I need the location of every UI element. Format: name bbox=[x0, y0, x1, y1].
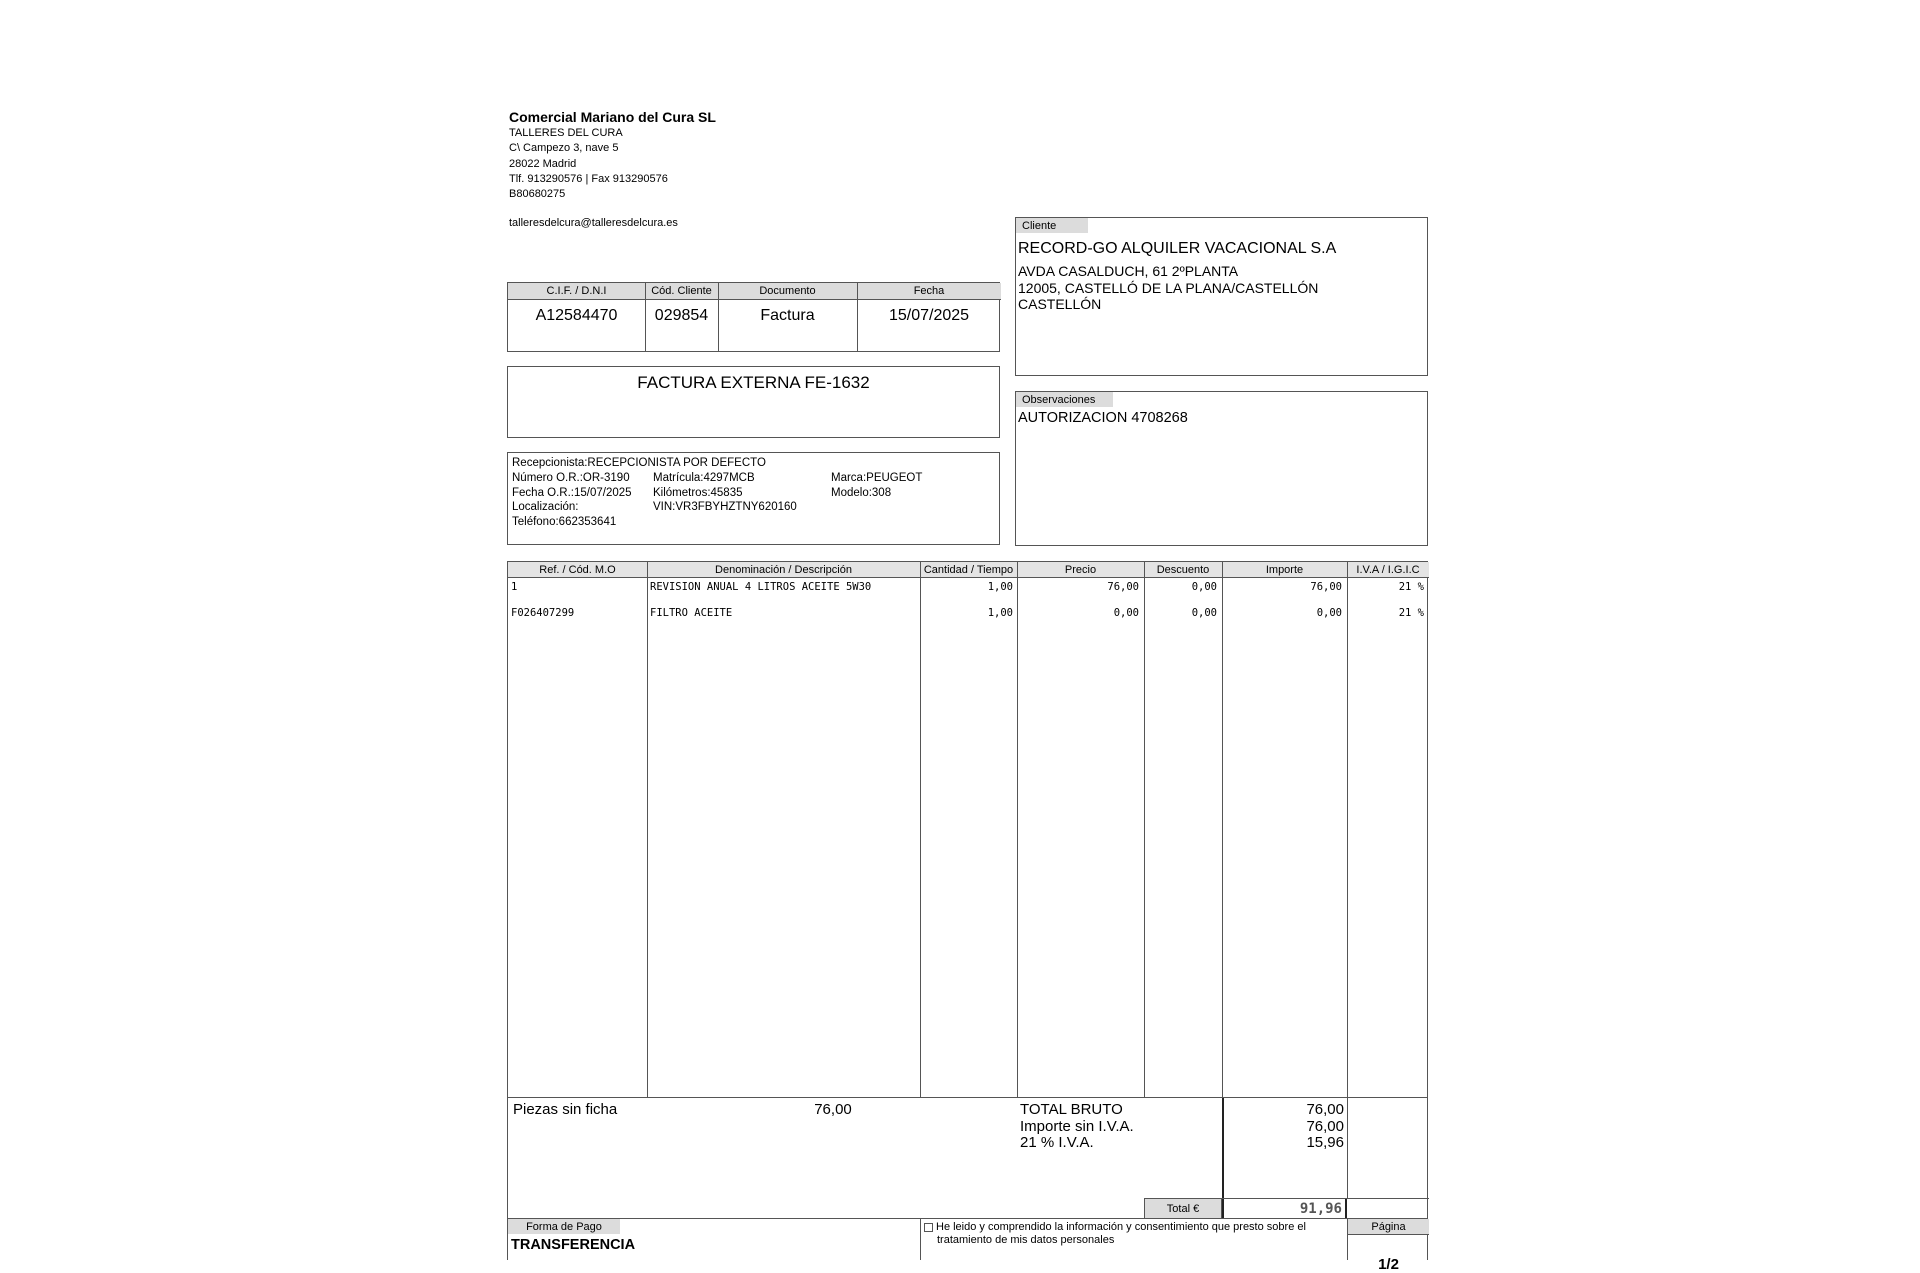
divider bbox=[647, 562, 648, 1098]
observations-text: AUTORIZACION 4708268 bbox=[1018, 410, 1188, 426]
document-value: Factura bbox=[760, 307, 815, 324]
table-row-discount: 0,00 bbox=[1191, 581, 1217, 593]
payment-value: TRANSFERENCIA bbox=[511, 1237, 636, 1253]
date-value: 15/07/2025 bbox=[888, 307, 970, 324]
totals-box bbox=[507, 1097, 1428, 1219]
table-row-amount: 76,00 bbox=[1310, 581, 1342, 593]
consent-checkbox[interactable] bbox=[924, 1223, 933, 1232]
table-row-price: 76,00 bbox=[1107, 581, 1139, 593]
order-number: Número O.R.:OR-3190 bbox=[512, 471, 630, 484]
vin: VIN:VR3FBYHZTNY620160 bbox=[653, 501, 797, 514]
table-row-amount: 0,00 bbox=[1316, 607, 1342, 619]
total-bar bbox=[1144, 1198, 1429, 1220]
model: Modelo:308 bbox=[831, 486, 892, 499]
header-discount: Descuento bbox=[1144, 562, 1222, 578]
table-row-desc: FILTRO ACEITE bbox=[650, 607, 733, 619]
client-address-1: AVDA CASALDUCH, 61 2ºPLANTA bbox=[1018, 263, 1239, 279]
header-quantity: Cantidad / Tiempo bbox=[920, 562, 1017, 578]
footer-box bbox=[507, 1218, 1428, 1273]
invoice-title-box bbox=[507, 366, 1000, 438]
page-number: 1/2 bbox=[1378, 1256, 1399, 1273]
document-info-table bbox=[507, 282, 1000, 352]
client-code-value: 029854 bbox=[654, 307, 709, 324]
header-vat: I.V.A / I.G.I.C bbox=[1347, 562, 1429, 578]
vehicle-info bbox=[507, 452, 1000, 545]
divider bbox=[1144, 562, 1145, 1098]
header-description: Denominación / Descripción bbox=[647, 562, 920, 578]
kilometers: Kilómetros:45835 bbox=[653, 486, 743, 499]
invoice-title: FACTURA EXTERNA FE-1632 bbox=[637, 373, 870, 392]
plate: Matrícula:4297MCB bbox=[653, 471, 755, 484]
table-row-ref: 1 bbox=[511, 581, 518, 593]
divider bbox=[920, 1219, 921, 1260]
company-name: Comercial Mariano del Cura SL bbox=[509, 109, 716, 125]
line-items-table bbox=[507, 561, 1428, 1099]
page-label: Página bbox=[1348, 1219, 1429, 1235]
header-cif: C.I.F. / D.N.I bbox=[508, 283, 645, 300]
table-row-vat: 21 % bbox=[1398, 581, 1424, 593]
divider bbox=[920, 562, 921, 1098]
location: Localización: bbox=[512, 501, 579, 514]
table-row-vat: 21 % bbox=[1398, 607, 1424, 619]
client-name: RECORD-GO ALQUILER VACACIONAL S.A bbox=[1018, 240, 1337, 257]
consent-text: He leido y comprendido la información y consentimiento que presto sobre el bbox=[936, 1221, 1306, 1233]
divider bbox=[1347, 562, 1348, 1098]
order-date: Fecha O.R.:15/07/2025 bbox=[512, 486, 632, 499]
company-address: C\ Campezo 3, nave 5 bbox=[509, 142, 619, 155]
header-document: Documento bbox=[718, 283, 857, 300]
client-label: Cliente bbox=[1016, 218, 1088, 233]
company-info bbox=[509, 108, 716, 202]
consent-text-2: tratamiento de mis datos personales bbox=[937, 1234, 1115, 1246]
divider bbox=[1017, 562, 1018, 1098]
company-tax-id: B80680275 bbox=[509, 188, 566, 201]
receptionist: Recepcionista:RECEPCIONISTA POR DEFECTO bbox=[512, 457, 766, 469]
table-row-discount: 0,00 bbox=[1191, 607, 1217, 619]
company-city: 28022 Madrid bbox=[509, 157, 577, 170]
table-row-price: 0,00 bbox=[1113, 607, 1139, 619]
total-label: Total € bbox=[1144, 1199, 1222, 1220]
parts-label: Piezas sin ficha bbox=[513, 1101, 618, 1118]
gross-label: TOTAL BRUTO bbox=[1020, 1101, 1123, 1118]
header-amount: Importe bbox=[1222, 562, 1347, 578]
gross-value: 76,00 bbox=[1306, 1101, 1344, 1118]
client-address-2: 12005, CASTELLÓ DE LA PLANA/CASTELLÓN bbox=[1018, 279, 1319, 296]
observations-label: Observaciones bbox=[1016, 392, 1113, 407]
divider bbox=[1347, 1098, 1348, 1198]
company-phones: Tlf. 913290576 | Fax 913290576 bbox=[509, 172, 668, 185]
net-value: 76,00 bbox=[1306, 1117, 1344, 1135]
header-ref: Ref. / Cód. M.O bbox=[508, 562, 647, 578]
header-price: Precio bbox=[1017, 562, 1144, 578]
client-box bbox=[1015, 217, 1428, 376]
net-label: Importe sin I.V.A. bbox=[1020, 1117, 1134, 1135]
client-address-3: CASTELLÓN bbox=[1018, 296, 1102, 312]
table-row-ref: F026407299 bbox=[511, 607, 575, 619]
divider bbox=[1222, 562, 1223, 1098]
phone: Teléfono:662353641 bbox=[512, 516, 617, 529]
parts-value: 76,00 bbox=[814, 1101, 852, 1118]
vat-label: 21 % I.V.A. bbox=[1020, 1134, 1094, 1151]
total-value: 91,96 bbox=[1222, 1199, 1347, 1220]
company-email: talleresdelcura@talleresdelcura.es bbox=[509, 217, 678, 229]
table-row-qty: 1,00 bbox=[987, 581, 1013, 593]
table-row-desc: REVISION ANUAL 4 LITROS ACEITE 5W30 bbox=[650, 581, 872, 593]
payment-label: Forma de Pago bbox=[508, 1219, 620, 1234]
brand: Marca:PEUGEOT bbox=[831, 471, 923, 484]
observations-box bbox=[1015, 391, 1428, 546]
table-row-qty: 1,00 bbox=[987, 607, 1013, 619]
company-trade-name: TALLERES DEL CURA bbox=[509, 127, 623, 139]
header-client-code: Cód. Cliente bbox=[645, 283, 718, 300]
cif-value: A12584470 bbox=[535, 307, 618, 324]
vat-value: 15,96 bbox=[1306, 1134, 1344, 1151]
header-date: Fecha bbox=[857, 283, 1001, 300]
